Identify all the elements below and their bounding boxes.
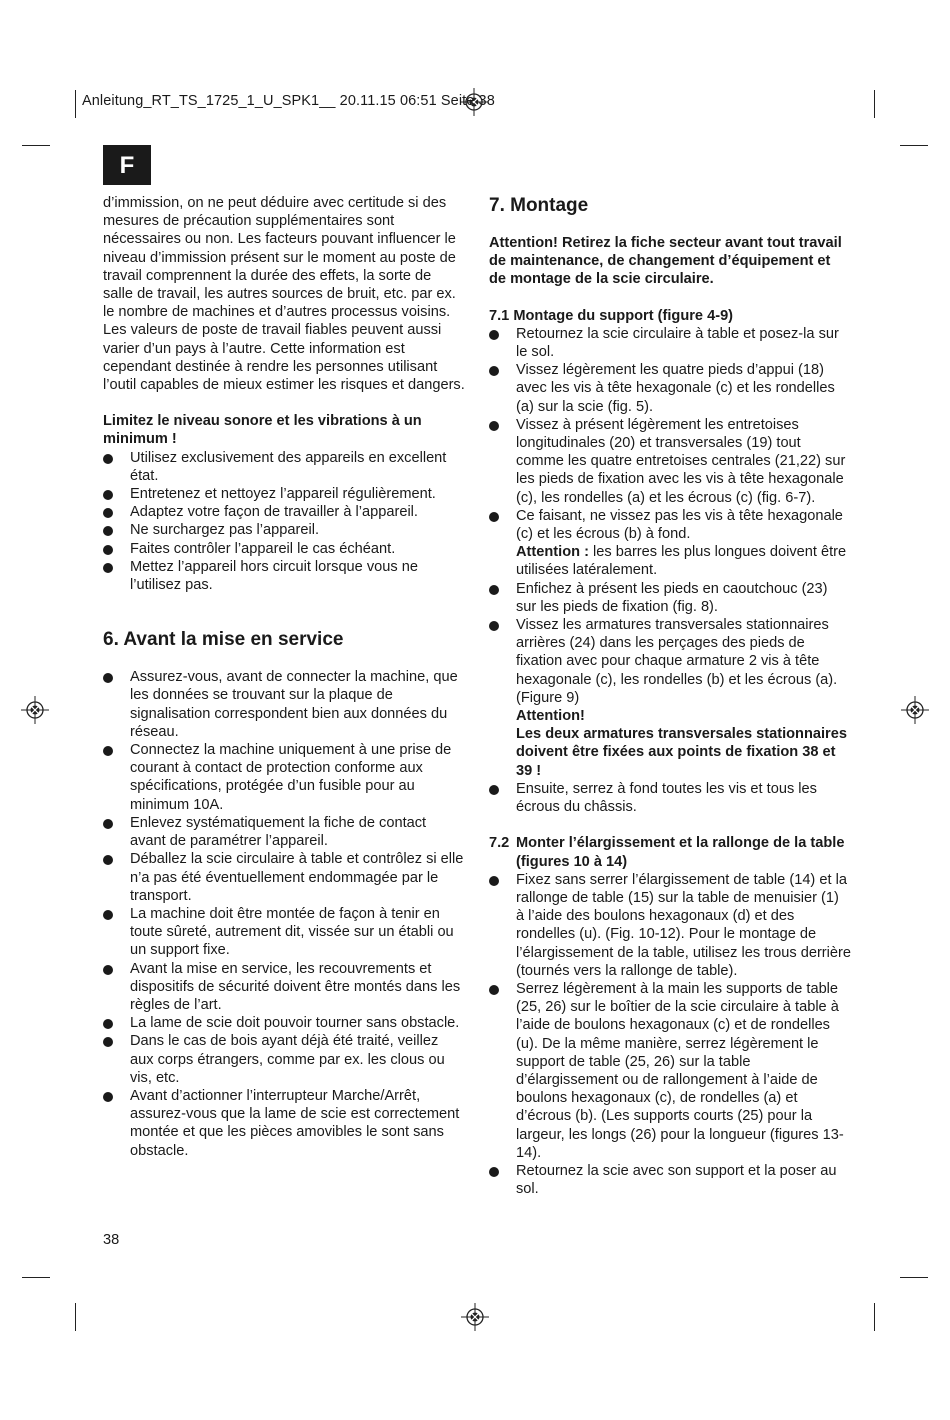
- crop-mark: [874, 90, 875, 118]
- language-tab: [103, 145, 151, 185]
- list-item: Avant la mise en service, les recouvrements et dispositifs de sécurité doivent être montés dans les règles de l’art.: [103, 960, 465, 1015]
- section-6-list: [103, 668, 465, 1159]
- bullet-icon: [103, 746, 113, 756]
- bullet-icon: [103, 673, 113, 683]
- subsection-number: 7.2: [489, 835, 510, 852]
- list-item: Dans le cas de bois ayant déjà été traité, veillez aux corps étrangers, comme par ex. les clous ou vis, etc.: [103, 1032, 465, 1087]
- attention-label: Attention!: [516, 708, 585, 725]
- section-6-title: 6. Avant la mise en service: [103, 629, 344, 651]
- section-7-title: 7. Montage: [489, 195, 589, 216]
- list-item: Vissez légèrement les quatre pieds d’appui (18) avec les vis à tête hexagonale (c) et les rondelles (a) sur la scie (fig. 5).: [489, 361, 851, 416]
- crop-mark: [22, 1277, 50, 1278]
- list-item: Connectez la machine uniquement à une prise de courant à contact de protection conforme aux spécifications, protégée d’un fusible pour au minimum 10A.: [103, 741, 465, 814]
- list-item: Assurez-vous, avant de connecter la machine, que les données se trouvant sur la plaque de signalisation correspondent bien aux données du réseau.: [103, 668, 465, 741]
- subsection-7-2-list: [489, 871, 851, 1199]
- crop-mark: [900, 145, 928, 146]
- list-item: Enfichez à présent les pieds en caoutchouc (23) sur les pieds de fixation (fig. 8).: [489, 580, 851, 616]
- crop-mark: [900, 1277, 928, 1278]
- crop-mark: [874, 1303, 875, 1331]
- subsection-7-1-title: 7.1 Montage du support (figure 4-9): [489, 307, 734, 324]
- bullet-icon: [103, 454, 113, 464]
- bullet-icon: [489, 366, 499, 376]
- bullet-icon: [103, 1092, 113, 1102]
- subsection-7-2-title: [489, 834, 851, 870]
- list-item: Ne surchargez pas l’appareil.: [103, 521, 465, 539]
- attention-notice: Attention! Retirez la fiche secteur avant tout travail de maintenance, de changement d’équipement et de montage de la scie circulaire.: [489, 235, 842, 288]
- bullet-icon: [103, 1019, 113, 1029]
- bullet-icon: [489, 330, 499, 340]
- subsection-title-text: Monter l’élargissement et la rallonge de la table (figures 10 à 14): [516, 835, 845, 870]
- registration-mark-icon: [901, 696, 929, 724]
- list-item: Vissez à présent légèrement les entretoises longitudinales (20) et transversales (19) tout comme les quatre entretoises centrales (21,22) sur les pieds de fixation avec les vis à tête hexagonale (c), les rondelles (a) et les écrous (c) (fig. 6-7).: [489, 416, 851, 507]
- bullet-icon: [103, 1037, 113, 1047]
- bullet-icon: [103, 855, 113, 865]
- list-item: Déballez la scie circulaire à table et contrôlez si elle n’a pas été éventuellement endommagée par le transport.: [103, 850, 465, 905]
- bullet-icon: [103, 819, 113, 829]
- limit-heading: Limitez le niveau sonore et les vibrations à un minimum !: [103, 413, 422, 448]
- list-item: Faites contrôler l’appareil le cas échéant.: [103, 540, 465, 558]
- list-item: Fixez sans serrer l’élargissement de table (14) et la rallonge de table (15) sur la table de menuisier (1) à l’aide des boulons hexagonaux (d) et des rondelles (u). (Fig. 10-12). Pour le montage de l’élargissement de la table, utilisez les trous derrière (tournés vers la rallonge de table).: [489, 871, 851, 980]
- bullet-icon: [489, 985, 499, 995]
- crop-mark: [75, 1303, 76, 1331]
- registration-mark-icon: [461, 1303, 489, 1331]
- attention-text: Les deux armatures transversales stationnaires doivent être fixées aux points de fixation 38 et 39 !: [516, 726, 847, 779]
- list-item: Serrez légèrement à la main les supports de table (25, 26) sur le boîtier de la scie circulaire à table à l’aide de boulons hexagonaux (c) et de rondelles (u). De la même manière, serrez légèrement le support de table (25, 26) sur la table d’élargissement ou de rallongement à l’aide de boulons hexagonaux (c), de rondelles (a) et d’écrous (b). (Les supports courts (25) pour la largeur, les longs (26) pour la longueur (figures 13-14).: [489, 980, 851, 1162]
- attention-label: Attention :: [516, 544, 589, 561]
- list-item: Avant d’actionner l’interrupteur Marche/Arrêt, assurez-vous que la lame de scie est correctement montée et que les pièces amovibles le sont sans obstacle.: [103, 1087, 465, 1160]
- bullet-icon: [103, 965, 113, 975]
- print-slug: Anleitung_RT_TS_1725_1_U_SPK1__ 20.11.15 06:51 Seite 38: [82, 93, 495, 109]
- list-item: Vissez les armatures transversales stationnaires arrières (24) dans les perçages des pieds de fixation avec pour chaque armature 2 vis à tête hexagonale (c), les rondelles (b) et les écrous (a). (Figure 9) Attention! Les deux armatures transversales stationnaires doivent être fixées aux points de fixation 38 et 39 !: [489, 616, 851, 780]
- list-item: La lame de scie doit pouvoir tourner sans obstacle.: [103, 1014, 465, 1032]
- list-item: Retournez la scie circulaire à table et posez-la sur le sol.: [489, 325, 851, 361]
- subsection-7-1-list: [489, 325, 851, 816]
- list-item: Utilisez exclusivement des appareils en excellent état.: [103, 449, 465, 485]
- bullet-icon: [489, 785, 499, 795]
- bullet-icon: [103, 545, 113, 555]
- crop-mark: [22, 145, 50, 146]
- left-column: [103, 194, 465, 1160]
- list-item: Ensuite, serrez à fond toutes les vis et tous les écrous du châssis.: [489, 780, 851, 816]
- list-item: Mettez l’appareil hors circuit lorsque vous ne l’utilisez pas.: [103, 558, 465, 594]
- bullet-icon: [489, 876, 499, 886]
- list-item: Retournez la scie avec son support et la poser au sol.: [489, 1162, 851, 1198]
- bullet-icon: [103, 508, 113, 518]
- bullet-icon: [103, 490, 113, 500]
- list-item: Entretenez et nettoyez l’appareil régulièrement.: [103, 485, 465, 503]
- bullet-icon: [489, 1167, 499, 1177]
- bullet-icon: [489, 421, 499, 431]
- list-item: Adaptez votre façon de travailler à l’appareil.: [103, 503, 465, 521]
- list-item: Enlevez systématiquement la fiche de contact avant de paramétrer l’appareil.: [103, 814, 465, 850]
- right-column: [489, 194, 851, 1198]
- bullet-icon: [103, 526, 113, 536]
- bullet-icon: [489, 585, 499, 595]
- limit-list: [103, 449, 465, 595]
- registration-mark-icon: [21, 696, 49, 724]
- bullet-icon: [489, 621, 499, 631]
- bullet-icon: [103, 910, 113, 920]
- list-item: La machine doit être montée de façon à tenir en toute sûreté, autrement dit, vissée sur un établi ou un support fixe.: [103, 905, 465, 960]
- list-item: Ce faisant, ne vissez pas les vis à tête hexagonale (c) et les écrous (b) à fond. Attention : les barres les plus longues doivent être utilisées latéralement.: [489, 507, 851, 580]
- page-number: 38: [103, 1232, 120, 1248]
- crop-mark: [75, 90, 76, 118]
- bullet-icon: [103, 563, 113, 573]
- intro-paragraph: d’immission, on ne peut déduire avec certitude si des mesures de précaution supplémentaires sont nécessaires ou non. Les facteurs pouvant influencer le niveau d’immission présent sur le moment au poste de travail comprennent la durée des effets, la sorte de salle de travail, les autres sources de bruit, etc. par ex. le nombre de machines et d’autres processus voisins. Les valeurs de poste de travail fiables peuvent aussi varier d’un pays à l’autre. Cette information est cependant destinée à rendre les personnes utilisant l’outil capables de mieux estimer les risques et dangers.: [103, 195, 465, 394]
- bullet-icon: [489, 512, 499, 522]
- language-tab-label: F: [119, 152, 135, 179]
